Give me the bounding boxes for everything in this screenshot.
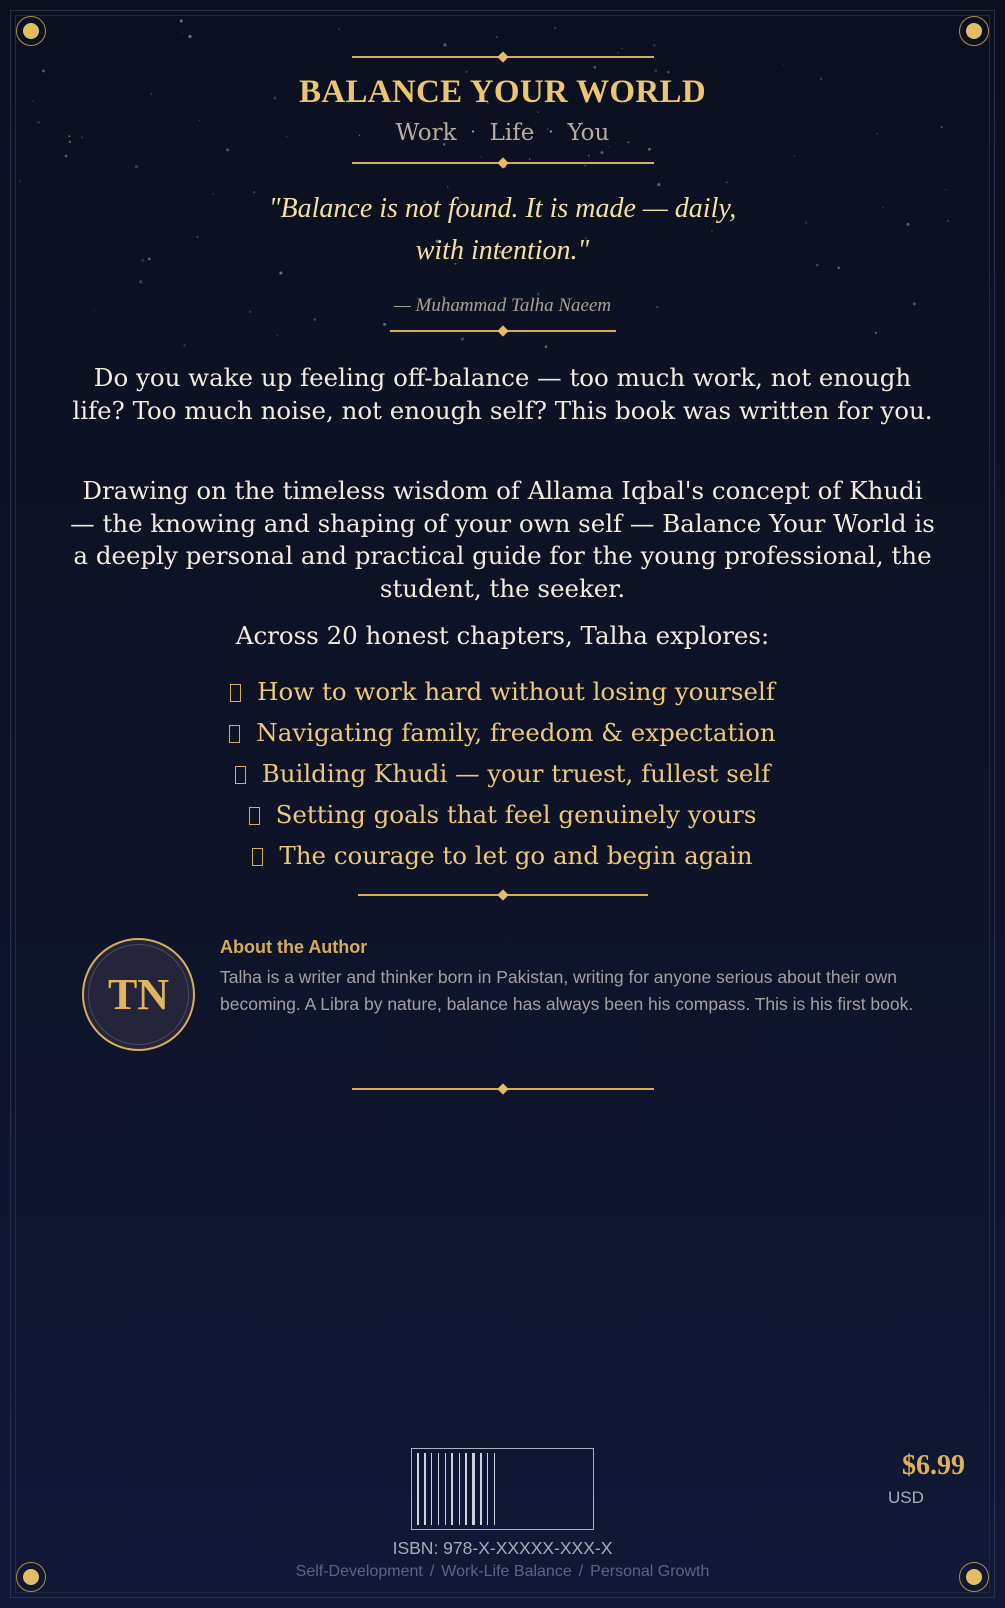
star bbox=[554, 27, 556, 29]
isbn: ISBN: 978-X-XXXXX-XXX-X bbox=[392, 1538, 613, 1558]
category-tag: Work-Life Balance bbox=[441, 1563, 572, 1580]
author-avatar bbox=[82, 938, 195, 1051]
barcode-bar bbox=[487, 1453, 488, 1525]
star bbox=[648, 148, 651, 151]
star bbox=[608, 146, 609, 147]
star bbox=[465, 71, 467, 73]
barcode-bar bbox=[459, 1453, 460, 1525]
star bbox=[180, 19, 183, 22]
star bbox=[654, 70, 657, 73]
category-tag: Personal Growth bbox=[590, 1563, 710, 1580]
divider-quote bbox=[390, 326, 616, 336]
bullet-glyph-icon bbox=[229, 725, 240, 743]
subtitle-word: Work bbox=[395, 120, 457, 146]
star bbox=[537, 111, 539, 113]
description-paragraph: Drawing on the timeless wisdom of Allama Iqbal's concept of Khudi — the knowing and shaping of your own self — Balance Your World is a deeply personal and practical guide for the young professional, the student, the seeker. bbox=[70, 476, 935, 603]
star bbox=[19, 180, 21, 182]
star bbox=[338, 28, 339, 29]
category-tags: Self-Development / Work-Life Balance / Personal Growth bbox=[295, 1563, 710, 1580]
book-subtitle: Work · Life · You bbox=[395, 120, 610, 146]
price: $6.99 bbox=[902, 1450, 965, 1481]
currency: USD bbox=[888, 1488, 924, 1507]
barcode-bar bbox=[424, 1453, 426, 1525]
barcode-bar bbox=[494, 1453, 495, 1525]
barcode-bar bbox=[417, 1453, 419, 1525]
star bbox=[657, 183, 660, 186]
star bbox=[621, 47, 623, 49]
divider-features bbox=[358, 890, 648, 900]
category-tag: Self-Development bbox=[295, 1563, 423, 1580]
star bbox=[945, 189, 946, 190]
star bbox=[139, 280, 142, 283]
star bbox=[667, 71, 669, 73]
list-item: Navigating family, freedom & expectation bbox=[0, 713, 1005, 754]
corner-ornament-top-left bbox=[16, 16, 46, 46]
barcode-bar bbox=[451, 1453, 453, 1525]
star bbox=[65, 155, 68, 158]
about-author-heading: About the Author bbox=[220, 937, 368, 957]
corner-ornament-top-right bbox=[959, 16, 989, 46]
star bbox=[496, 36, 498, 38]
quote-author: — Muhammad Talha Naeem bbox=[393, 295, 612, 316]
star bbox=[600, 151, 603, 154]
barcode-bar bbox=[445, 1453, 446, 1525]
star bbox=[182, 32, 183, 33]
star bbox=[188, 35, 191, 38]
barcode-bar bbox=[472, 1453, 475, 1525]
star bbox=[726, 182, 728, 184]
subtitle-word: Life bbox=[489, 120, 535, 146]
barcode-bar bbox=[438, 1453, 439, 1525]
list-item: How to work hard without losing yourself bbox=[0, 672, 1005, 713]
star bbox=[135, 165, 138, 168]
barcode-bar bbox=[480, 1453, 482, 1525]
star bbox=[882, 207, 883, 208]
bullet-glyph-icon bbox=[230, 684, 241, 702]
bullet-glyph-icon bbox=[249, 807, 260, 825]
star bbox=[183, 344, 185, 346]
star bbox=[42, 70, 45, 73]
list-item: The courage to let go and begin again bbox=[0, 836, 1005, 877]
description-paragraph: Do you wake up feeling off-balance — too much work, not enough life? Too much noise, not enough self? This book was written for you. bbox=[72, 363, 933, 425]
list-item: Setting goals that feel genuinely yours bbox=[0, 795, 1005, 836]
star bbox=[875, 332, 877, 334]
star bbox=[443, 43, 446, 46]
epigraph-quote: "Balance is not found. It is made — daily, with intention." bbox=[268, 193, 737, 266]
star bbox=[593, 66, 596, 69]
star bbox=[837, 267, 839, 269]
star bbox=[947, 220, 949, 222]
divider-subtitle bbox=[352, 158, 654, 168]
star bbox=[816, 264, 818, 266]
chapters-intro: Across 20 honest chapters, Talha explores: bbox=[235, 621, 770, 650]
subtitle-word: You bbox=[567, 120, 610, 146]
star bbox=[794, 155, 795, 156]
star bbox=[588, 155, 590, 157]
author-initials: TN bbox=[107, 970, 170, 1019]
bullet-glyph-icon bbox=[235, 766, 246, 784]
author-bio: Talha is a writer and thinker born in Pakistan, writing for anyone serious about their own becoming. A Libra by nature, balance has always been his compass. This is his first book. bbox=[220, 967, 914, 1014]
star bbox=[653, 44, 655, 46]
list-item: Building Khudi — your truest, fullest self bbox=[0, 754, 1005, 795]
star bbox=[907, 223, 910, 226]
barcode-bar bbox=[431, 1453, 432, 1525]
barcode-bars bbox=[412, 1449, 593, 1529]
star bbox=[805, 222, 807, 224]
star bbox=[212, 193, 214, 195]
star bbox=[277, 335, 278, 336]
star bbox=[141, 259, 144, 262]
feature-list bbox=[0, 672, 1005, 877]
bullet-glyph-icon bbox=[252, 848, 263, 866]
barcode bbox=[411, 1448, 594, 1530]
star bbox=[782, 64, 784, 66]
barcode-bar bbox=[465, 1453, 467, 1525]
star bbox=[545, 345, 548, 348]
star bbox=[313, 318, 316, 321]
star bbox=[383, 323, 386, 326]
star bbox=[226, 149, 229, 152]
star bbox=[461, 338, 464, 341]
star bbox=[148, 258, 151, 261]
star bbox=[197, 236, 199, 238]
divider-author bbox=[352, 1084, 654, 1094]
book-title: BALANCE YOUR WORLD bbox=[299, 74, 706, 110]
divider-top bbox=[352, 52, 654, 62]
